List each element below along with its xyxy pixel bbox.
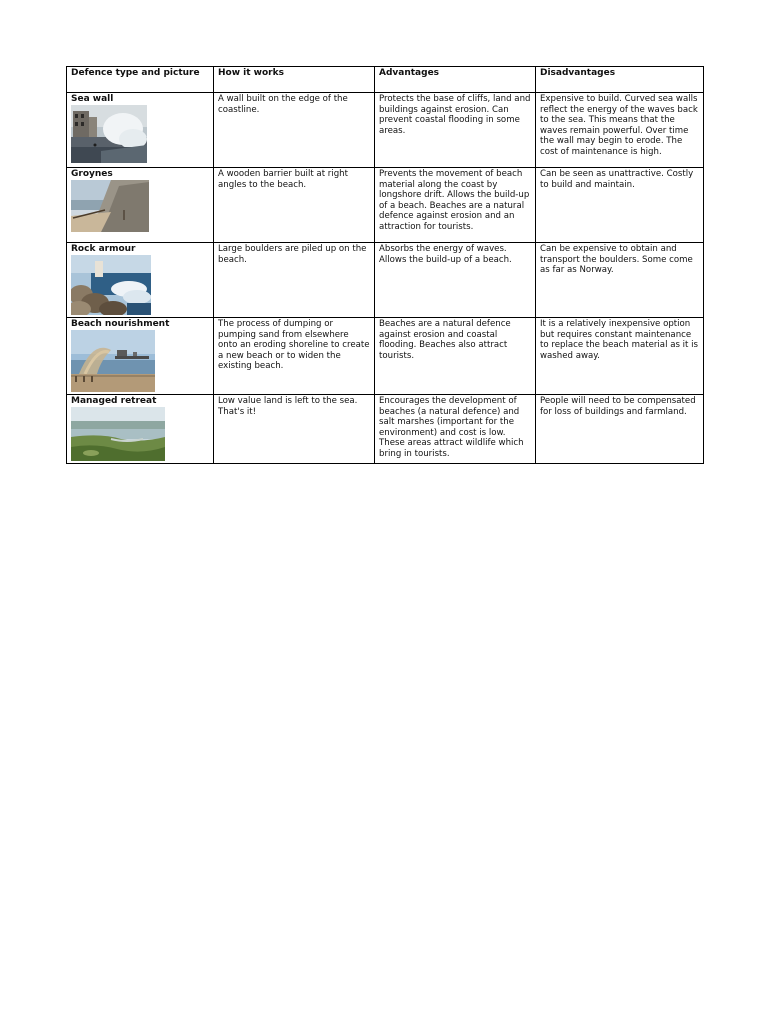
groynes-photo — [71, 180, 149, 232]
how-it-works-cell: A wall built on the edge of the coastline. — [214, 93, 375, 168]
defence-type-cell — [67, 318, 214, 395]
header-disadvantages: Disadvantages — [536, 67, 704, 93]
how-it-works-cell: Low value land is left to the sea. That's it! — [214, 395, 375, 464]
header-how-it-works: How it works — [214, 67, 375, 93]
defence-name: Sea wall — [71, 94, 114, 104]
defence-type-cell — [67, 168, 214, 243]
table-row — [67, 168, 704, 243]
disadvantages-cell: Expensive to build. Curved sea walls reflect the energy of the waves back to the sea. This means that the waves remain powerful. Over time the wall may begin to erode. The cost of maintenance is high. — [536, 93, 704, 168]
disadvantages-cell: Can be expensive to obtain and transport the boulders. Some come as far as Norway. — [536, 243, 704, 318]
how-it-works-cell: Large boulders are piled up on the beach. — [214, 243, 375, 318]
advantages-cell: Absorbs the energy of waves. Allows the build-up of a beach. — [375, 243, 536, 318]
disadvantages-cell: Can be seen as unattractive. Costly to build and maintain. — [536, 168, 704, 243]
defence-type-cell — [67, 395, 214, 464]
table-row — [67, 93, 704, 168]
table-row — [67, 395, 704, 464]
header-defence-type: Defence type and picture — [67, 67, 214, 93]
header-row — [67, 67, 704, 93]
managed-retreat-photo — [71, 407, 165, 461]
table-row — [67, 243, 704, 318]
disadvantages-cell: People will need to be compensated for loss of buildings and farmland. — [536, 395, 704, 464]
sea-wall-photo — [71, 105, 147, 163]
defence-type-cell — [67, 93, 214, 168]
defence-type-cell — [67, 243, 214, 318]
how-it-works-cell: A wooden barrier built at right angles to the beach. — [214, 168, 375, 243]
coastal-defences-table — [66, 66, 704, 464]
defence-name: Managed retreat — [71, 396, 157, 406]
header-advantages: Advantages — [375, 67, 536, 93]
disadvantages-cell: It is a relatively inexpensive option but requires constant maintenance to replace the beach material as it is washed away. — [536, 318, 704, 395]
advantages-cell: Encourages the development of beaches (a natural defence) and salt marshes (important for the environment) and cost is low. These areas attract wildlife which bring in tourists. — [375, 395, 536, 464]
beach-nourishment-photo — [71, 330, 155, 392]
advantages-cell: Beaches are a natural defence against erosion and coastal flooding. Beaches also attract tourists. — [375, 318, 536, 395]
defence-name: Beach nourishment — [71, 319, 170, 329]
table-row — [67, 318, 704, 395]
defence-name: Groynes — [71, 169, 113, 179]
advantages-cell: Prevents the movement of beach material along the coast by longshore drift. Allows the build-up of a beach. Beaches are a natural defence against erosion and an attraction for tourists. — [375, 168, 536, 243]
defence-name: Rock armour — [71, 244, 136, 254]
how-it-works-cell: The process of dumping or pumping sand from elsewhere onto an eroding shoreline to create a new beach or to widen the existing beach. — [214, 318, 375, 395]
advantages-cell: Protects the base of cliffs, land and buildings against erosion. Can prevent coastal flooding in some areas. — [375, 93, 536, 168]
rock-armour-photo — [71, 255, 151, 315]
